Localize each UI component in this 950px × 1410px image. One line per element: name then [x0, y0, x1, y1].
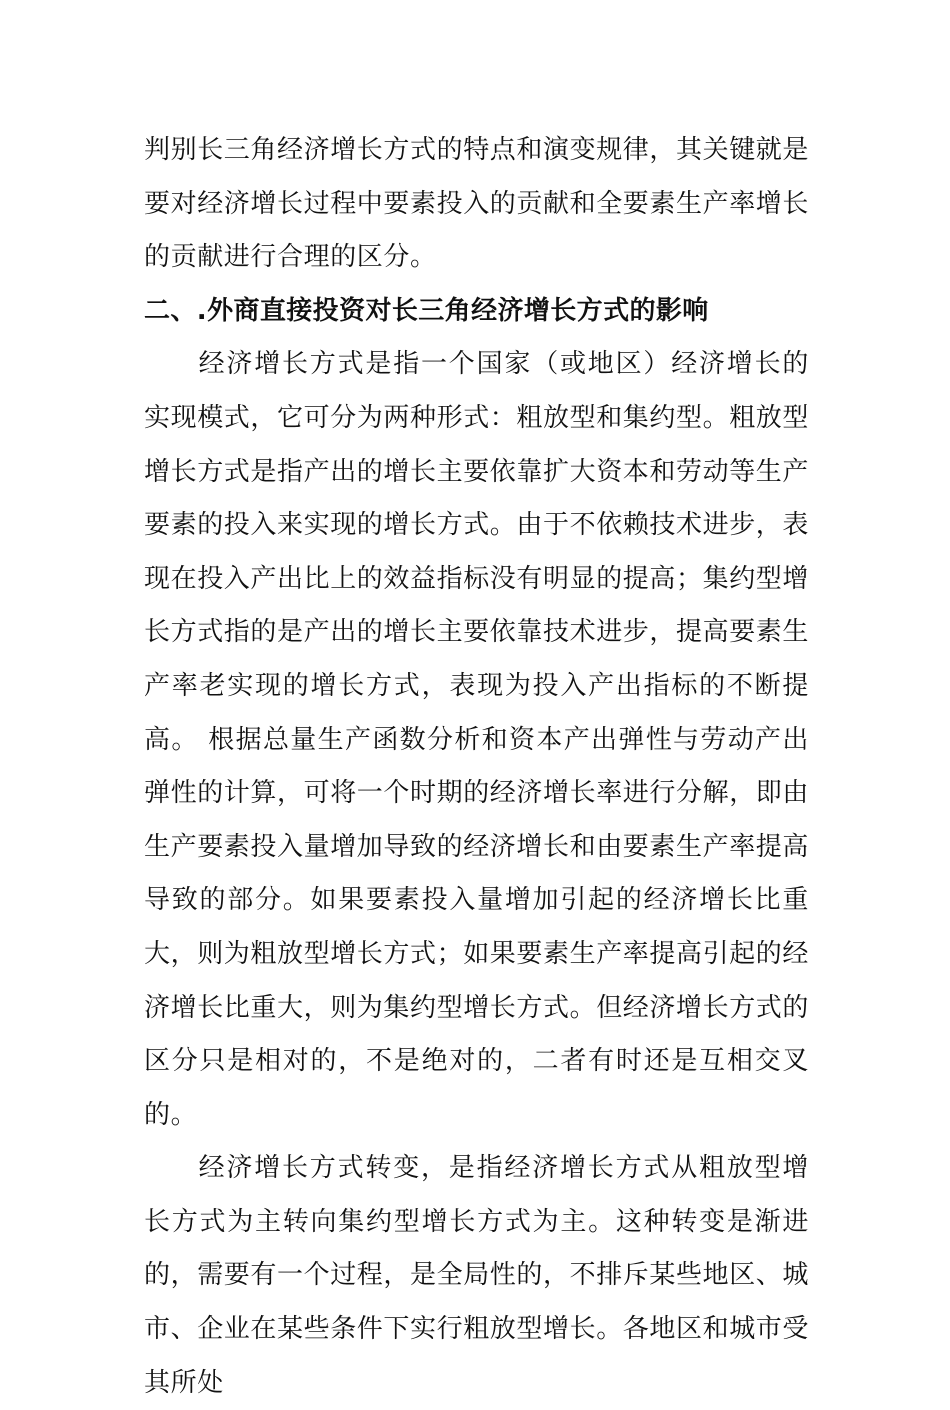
paragraph-growth-mode-transition: 经济增长方式转变，是指经济增长方式从粗放型增长方式为主转向集约型增长方式为主。这种转变是渐进的，需要有一个过程，是全局性的，不排斥某些地区、城市、企业在某些条件下实行粗放型增长。各地区和城市受其所处	[144, 1153, 810, 1398]
section-heading: 二、.外商直接投资对长三角经济增长方式的影响	[144, 295, 709, 326]
paragraph-growth-mode-definition: 经济增长方式是指一个国家（或地区）经济增长的实现模式，它可分为两种形式：粗放型和集约型。粗放型增长方式是指产出的增长主要依靠扩大资本和劳动等生产要素的投入来实现的增长方式。由于不依赖技术进步，表现在投入产出比上的效益指标没有明显的提高；集约型增长方式指的是产出的增长主要依靠技术进步，提高要素生产率老实现的增长方式，表现为投入产出指标的不断提高。 根据总量生产函数分析和资本产出弹性与劳动产出弹性的计算，可将一个时期的经济增长率进行分解，即由生产要素投入量增加导致的经济增长和由要素生产率提高导致的部分。如果要素投入量增加引起的经济增长比重大，则为粗放型增长方式；如果要素生产率提高引起的经济增长比重大，则为集约型增长方式。但经济增长方式的区分只是相对的，不是绝对的，二者有时还是互相交叉的。	[144, 349, 810, 1130]
document-body	[144, 124, 809, 1410]
paragraph-continuation: 判别长三角经济增长方式的特点和演变规律，其关键就是要对经济增长过程中要素投入的贡献和全要素生产率增长的贡献进行合理的区分。	[144, 135, 810, 273]
